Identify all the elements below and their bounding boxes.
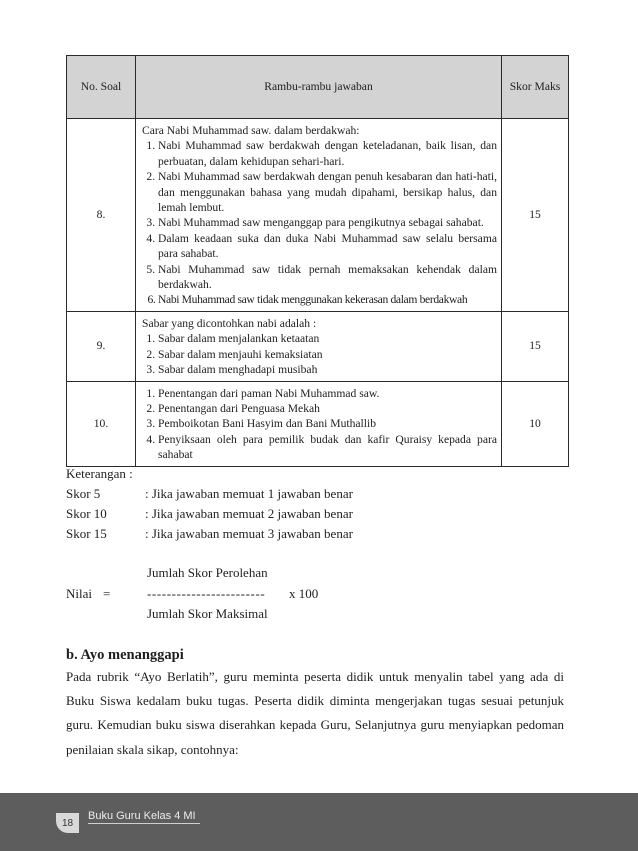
formula-numerator: Jumlah Skor Perolehan [147,565,268,580]
formula-fraction-line: ------------------------ [147,586,266,601]
answer-item: 1. Nabi Muhammad saw berdakwah dengan keteladanan, baik lisan, dan perbuatan, dalam kehidupan sehari-hari. [158,138,497,169]
question-number: 9. [67,311,136,381]
max-score: 10 [502,381,569,466]
section-b-heading: b. Ayo menanggapi [66,647,184,663]
answer-guide [136,311,502,381]
answer-list [142,138,497,307]
score-label: Skor 10 [66,506,107,521]
answer-item: 2. Nabi Muhammad saw berdakwah dengan penuh kesabaran dan hati-hati, dan menggunakan bahasa yang mudah dipahami, bersikap halus, dan lemah lembut. [158,169,497,215]
answer-item: 5. Nabi Muhammad saw tidak pernah memaksakan kehendak dalam berdakwah. [158,262,497,293]
answer-item: 3. Nabi Muhammad saw menganggap para pengikutnya sebagai sahabat. [158,215,497,230]
answer-guide [136,119,502,312]
answer-item: 4. Dalam keadaan suka dan duka Nabi Muhammad saw selalu bersama para sahabat. [158,231,497,262]
header-rambu-jawaban: Rambu-rambu jawaban [136,56,502,119]
formula-equals: = [103,586,111,601]
answer-item: 2. Sabar dalam menjauhi kemaksiatan [158,347,497,362]
answer-guide [136,381,502,466]
table-header-row [67,56,569,119]
score-description: : Jika jawaban memuat 2 jawaban benar [145,506,353,521]
scoring-rubric-table [66,55,569,467]
answer-item: 1. Sabar dalam menjalankan ketaatan [158,331,497,346]
score-label: Skor 15 [66,526,107,541]
question-number: 8. [67,119,136,312]
section-b-paragraph: Pada rubrik “Ayo Berlatih”, guru meminta peserta didik untuk menyalin tabel yang ada di Buku Siswa kedalam buku tugas. Peserta didik diminta mengerjakan tugas sesuai petunjuk guru. Kemudian buku siswa diserahkan kepada Guru, Selanjutnya guru menyiapkan pedoman penilaian skala sikap, contohnya: [66,669,564,757]
book-title: Buku Guru Kelas 4 MI [88,810,200,824]
score-description: : Jika jawaban memuat 1 jawaban benar [145,486,353,501]
question-number: 10. [67,381,136,466]
header-no-soal: No. Soal [67,56,136,119]
answer-item: 1. Penentangan dari paman Nabi Muhammad saw. [158,386,497,401]
table-row [67,381,569,466]
max-score: 15 [502,311,569,381]
header-skor-maks: Skor Maks [502,56,569,119]
answer-item: 6. Nabi Muhammad saw tidak menggunakan kekerasan dalam berdakwah [158,292,497,307]
formula-multiplier: x 100 [289,586,319,601]
table-row [67,119,569,312]
answer-list [142,386,497,463]
table-row [67,311,569,381]
formula-denominator: Jumlah Skor Maksimal [147,606,268,621]
answer-list [142,331,497,377]
keterangan-title: Keterangan : [66,466,133,481]
formula-label: Nilai [66,586,92,601]
answer-item: 3. Sabar dalam menghadapi musibah [158,362,497,377]
score-description: : Jika jawaban memuat 3 jawaban benar [145,526,353,541]
answer-intro: Sabar yang dicontohkan nabi adalah : [142,316,317,330]
score-label: Skor 5 [66,486,101,501]
page-number-badge: 18 [56,813,79,833]
answer-item: 3. Pemboikotan Bani Hasyim dan Bani Muthallib [158,416,497,431]
answer-intro: Cara Nabi Muhammad saw. dalam berdakwah: [142,124,360,137]
max-score: 15 [502,119,569,312]
answer-item: 2. Penentangan dari Penguasa Mekah [158,401,497,416]
answer-item: 4. Penyiksaan oleh para pemilik budak dan kafir Quraisy kepada para sahabat [158,432,497,463]
